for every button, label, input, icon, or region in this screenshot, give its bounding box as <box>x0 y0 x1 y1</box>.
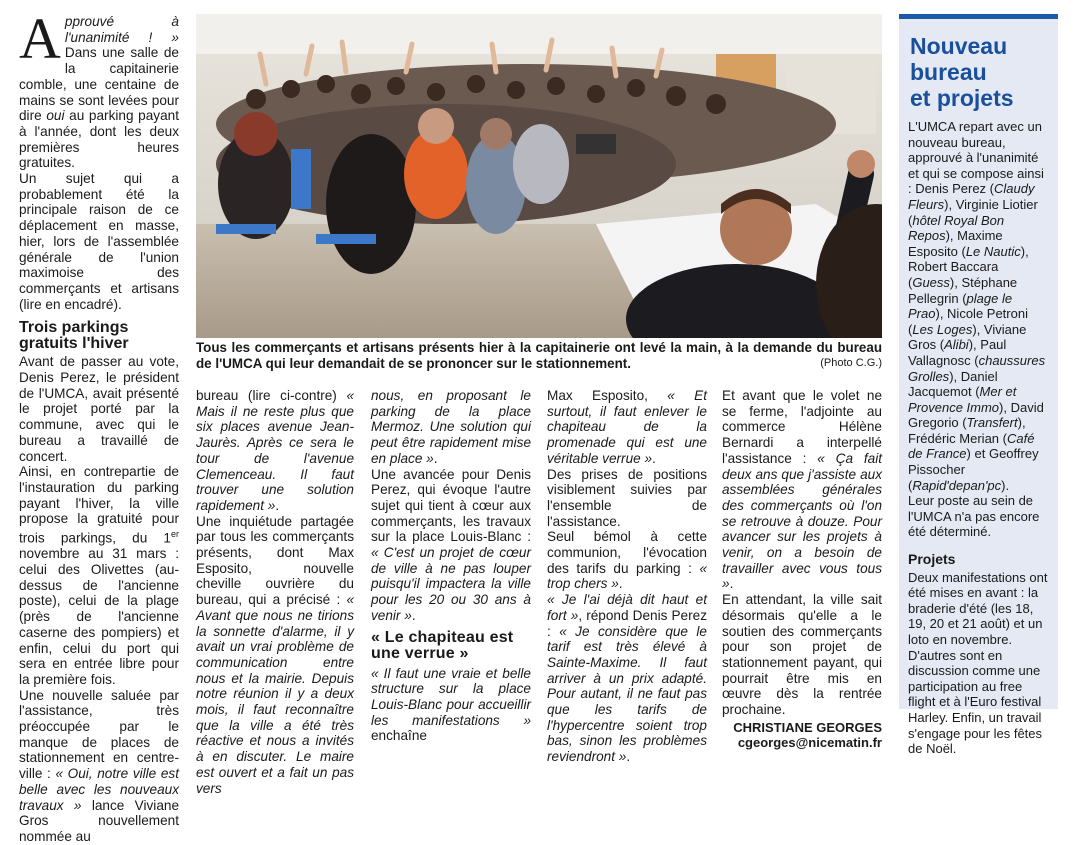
member-name: Virginie Liotier <box>955 196 1038 212</box>
member-name: Daniel Jacquemot <box>908 368 998 400</box>
paragraph: Seul bémol à cette communion, l'évocation des tarifs du parking : « trop chers ». <box>547 529 707 592</box>
article-column-2 <box>196 388 354 796</box>
article-column-3 <box>371 388 531 744</box>
sidebar-title: Nouveau bureau et projets <box>910 33 1014 111</box>
member-org: chaussures Grolles <box>908 352 1046 384</box>
member-org: Claudy Fleurs <box>908 181 1035 212</box>
paragraph: nous, en proposant le parking de la place Mermoz. Une solution qui peut être rapidement mise en place ». <box>371 388 531 466</box>
article-column-5 <box>722 388 882 751</box>
sidebar-paragraph: Leur poste au sein de l'UMCA n'a pas encore été déterminé. <box>908 493 1040 540</box>
paragraph: Avant de passer au vote, Denis Perez, le président de l'UMCA, avait présenté le projet porté par la commune, avec qui le bureau a travaillé de concert. <box>19 354 179 464</box>
paragraph: Un sujet qui a probablement été la principale raison de ce déplacement en masse, hier, lors de l'assemblée générale de l'union maximoise des commerçants et artisans (lire en encadré). <box>19 171 179 312</box>
photo-caption: Tous les commerçants et artisans présents hier à la capitainerie ont levé la main, à la demande du bureau de l'UMCA qui leur demandait de se prononcer sur le stationnement. <box>196 340 882 371</box>
drop-cap: A <box>19 6 61 71</box>
member-org: hôtel Royal Bon Repos <box>908 212 1005 244</box>
member-org: Guess <box>912 274 950 290</box>
article-column-4 <box>547 388 707 765</box>
member-name: Frédéric Merian <box>908 430 1000 446</box>
member-org: Rapid'depan'pc <box>912 477 1002 493</box>
member-name: Stéphane Pellegrin <box>908 274 1018 306</box>
member-org: plage le Prao <box>908 290 1013 322</box>
paragraph: Une nouvelle saluée par l'assistance, très préoccupée par le manque de places de stationnement en centre-ville : « Oui, notre ville est belle avec les nouveaux travaux » lance Viviane Gros nouvellement nommée au <box>19 687 179 844</box>
member-name: Robert Baccara <box>908 259 999 275</box>
paragraph: Des prises de positions visiblement suivies par l'ensemble de l'assistance. <box>547 466 707 529</box>
paragraph: Et avant que le volet ne se ferme, l'adjointe au commerce Hélène Bernardi a interpellé l'assistance : « Ça fait deux ans que j'assiste aux assemblées générales des commerçants où l'on se retrouve à douze. Pour avancer sur les projets à venir, on a besoin de travailler avec vous tous ». <box>722 388 883 592</box>
sidebar-paragraph: L'UMCA repart avec un nouveau bureau, approuvé à l'unanimité et qui se compose ainsi : Denis Perez (Claudy Fleurs), Virginie Liotier (hôtel Royal Bon Repos), Maxime Esposito (Le Nautic), Robert Baccara (Guess), Stéphane Pellegrin (plage le Prao), Nicole Petroni (Les Loges), Viviane Gros (Alibi), Paul Vallagnosc (chaussures Grolles), Daniel Jacquemot (Mer et Provence Immo), David Gregorio (Transfert), Frédéric Merian (Café de France) et Geoffrey Pissocher (Rapid'depan'pc). <box>908 119 1046 493</box>
member-org: Mer et Provence Immo <box>908 384 1017 415</box>
assembly-photo <box>196 14 882 338</box>
paragraph: Une inquiétude partagée par tous les commerçants présents, dont Max Esposito, nouvelle cheville ouvrière du bureau, qui a précisé : « Avant que nous ne tirions la sonnette d'alarme, il y avait un vrai problème de communication entre nous et la mairie. Depuis notre réunion il y a deux mois, il faut reconnaître que la ville a été très réactive et nous a invités à en discuter. Le maire est ouvert et a fait un pas vers <box>196 513 354 796</box>
member-org: Alibi <box>944 337 969 353</box>
paragraph: Ainsi, en contrepartie de l'instauration du parking payant l'hiver, la ville propose la gratuité pour trois parkings, du 1er novembre au 31 mars : celui des Olivettes (au-dessus de l'ancienne poste), celui de la plage (près de l'ancienne caserne des pompiers) et enfin, celui du port qui sera en entrée libre pour la première fois. <box>19 464 179 687</box>
member-name: Denis Perez <box>915 181 987 197</box>
member-org: Le Nautic <box>965 243 1021 259</box>
paragraph: bureau (lire ci-contre) « Mais il ne reste plus que six places avenue Jean-Jaurès. Après ce sera le tour de l'avenue Clemenceau. Il faut trouver une solution rapidement ». <box>196 388 354 513</box>
member-name: Geoffrey Pissocher <box>908 446 1039 478</box>
sidebar-box <box>899 14 1058 757</box>
sidebar-paragraph: Deux manifestations ont été mises en avant : la braderie d'été (les 18, 19, 20 et 21 août) et un loto en novembre. <box>908 569 1048 647</box>
member-org: Café de France <box>908 430 1035 462</box>
member-name: Paul Vallagnosc <box>908 337 1007 368</box>
member-org: Les Loges <box>912 321 973 337</box>
sidebar-subheading: Projets <box>908 551 956 568</box>
article-column-1 <box>19 6 179 845</box>
intro-paragraph: Approuvé à l'unanimité ! » Dans une salle de la capitainerie comble, une centaine de mains se sont levées pour dire oui au parking payant à l'année, dont les deux premières heures gratuites. <box>19 6 179 171</box>
author-name: CHRISTIANE GEORGES <box>733 719 882 735</box>
member-name: David Gregorio <box>908 399 1044 431</box>
paragraph: Une avancée pour Denis Perez, qui évoque l'autre sujet qui tient à cœur aux commerçants, les travaux sur la place Louis-Blanc : « C'est un projet de cœur de ville à ne pas louper puisqu'il impactera la ville pour les 20 ou 30 ans à venir ». <box>371 466 531 623</box>
sidebar-paragraph: D'autres sont en discussion comme une participation au free flight et à l'Euro festival Harley. Enfin, un travail s'engage pour les fêtes de Noël. <box>908 647 1043 757</box>
member-list: Denis Perez (Claudy Fleurs), Virginie Liotier (hôtel Royal Bon Repos), Maxime Esposito (Le Nautic), Robert Baccara (Guess), Stéphane Pellegrin (plage le Prao), Nicole Petroni (Les Loges), Viviane Gros (Alibi), Paul Vallagnosc (chaussures Grolles), Daniel Jacquemot (Mer et Provence Immo), David Gregorio (Transfert), Frédéric Merian (Café de France) et Geoffrey Pissocher (Rapid'depan'pc). <box>908 181 1046 493</box>
member-name: Maxime Esposito <box>908 228 1003 259</box>
paragraph: En attendant, la ville sait désormais qu'elle a le soutien des commerçants pour son projet de stationnement payant, qui pourrait être mis en œuvre dès la rentrée prochaine. <box>722 592 882 718</box>
paragraph: « Il faut une vraie et belle structure sur la place Louis-Blanc pour accueillir les manifestations » enchaîne <box>371 665 531 744</box>
member-name: Viviane Gros <box>908 321 1027 353</box>
subheading: Trois parkings gratuits l'hiver <box>19 319 129 353</box>
paragraph: « Je l'ai déjà dit haut et fort », répond Denis Perez : « Je considère que le tarif est très élevé à Sainte-Maxime. Il faut arriver à un prix adapté. Pour autant, il ne faut pas que les tarifs de l'hypercentre soient trop bas, sinon les problèmes reviendront ». <box>547 592 707 765</box>
sidebar-body <box>899 111 1058 757</box>
photo-credit: (Photo C.G.) <box>820 357 882 369</box>
member-org: Transfert <box>966 415 1018 431</box>
author-email[interactable]: cgeorges@nicematin.fr <box>737 735 882 751</box>
member-name: Nicole Petroni <box>947 306 1028 322</box>
subheading: « Le chapiteau est une verrue » <box>371 628 514 662</box>
paragraph: Max Esposito, « Et surtout, il faut enlever le chapiteau de la promenade qui est une véritable verrue ». <box>547 388 707 466</box>
